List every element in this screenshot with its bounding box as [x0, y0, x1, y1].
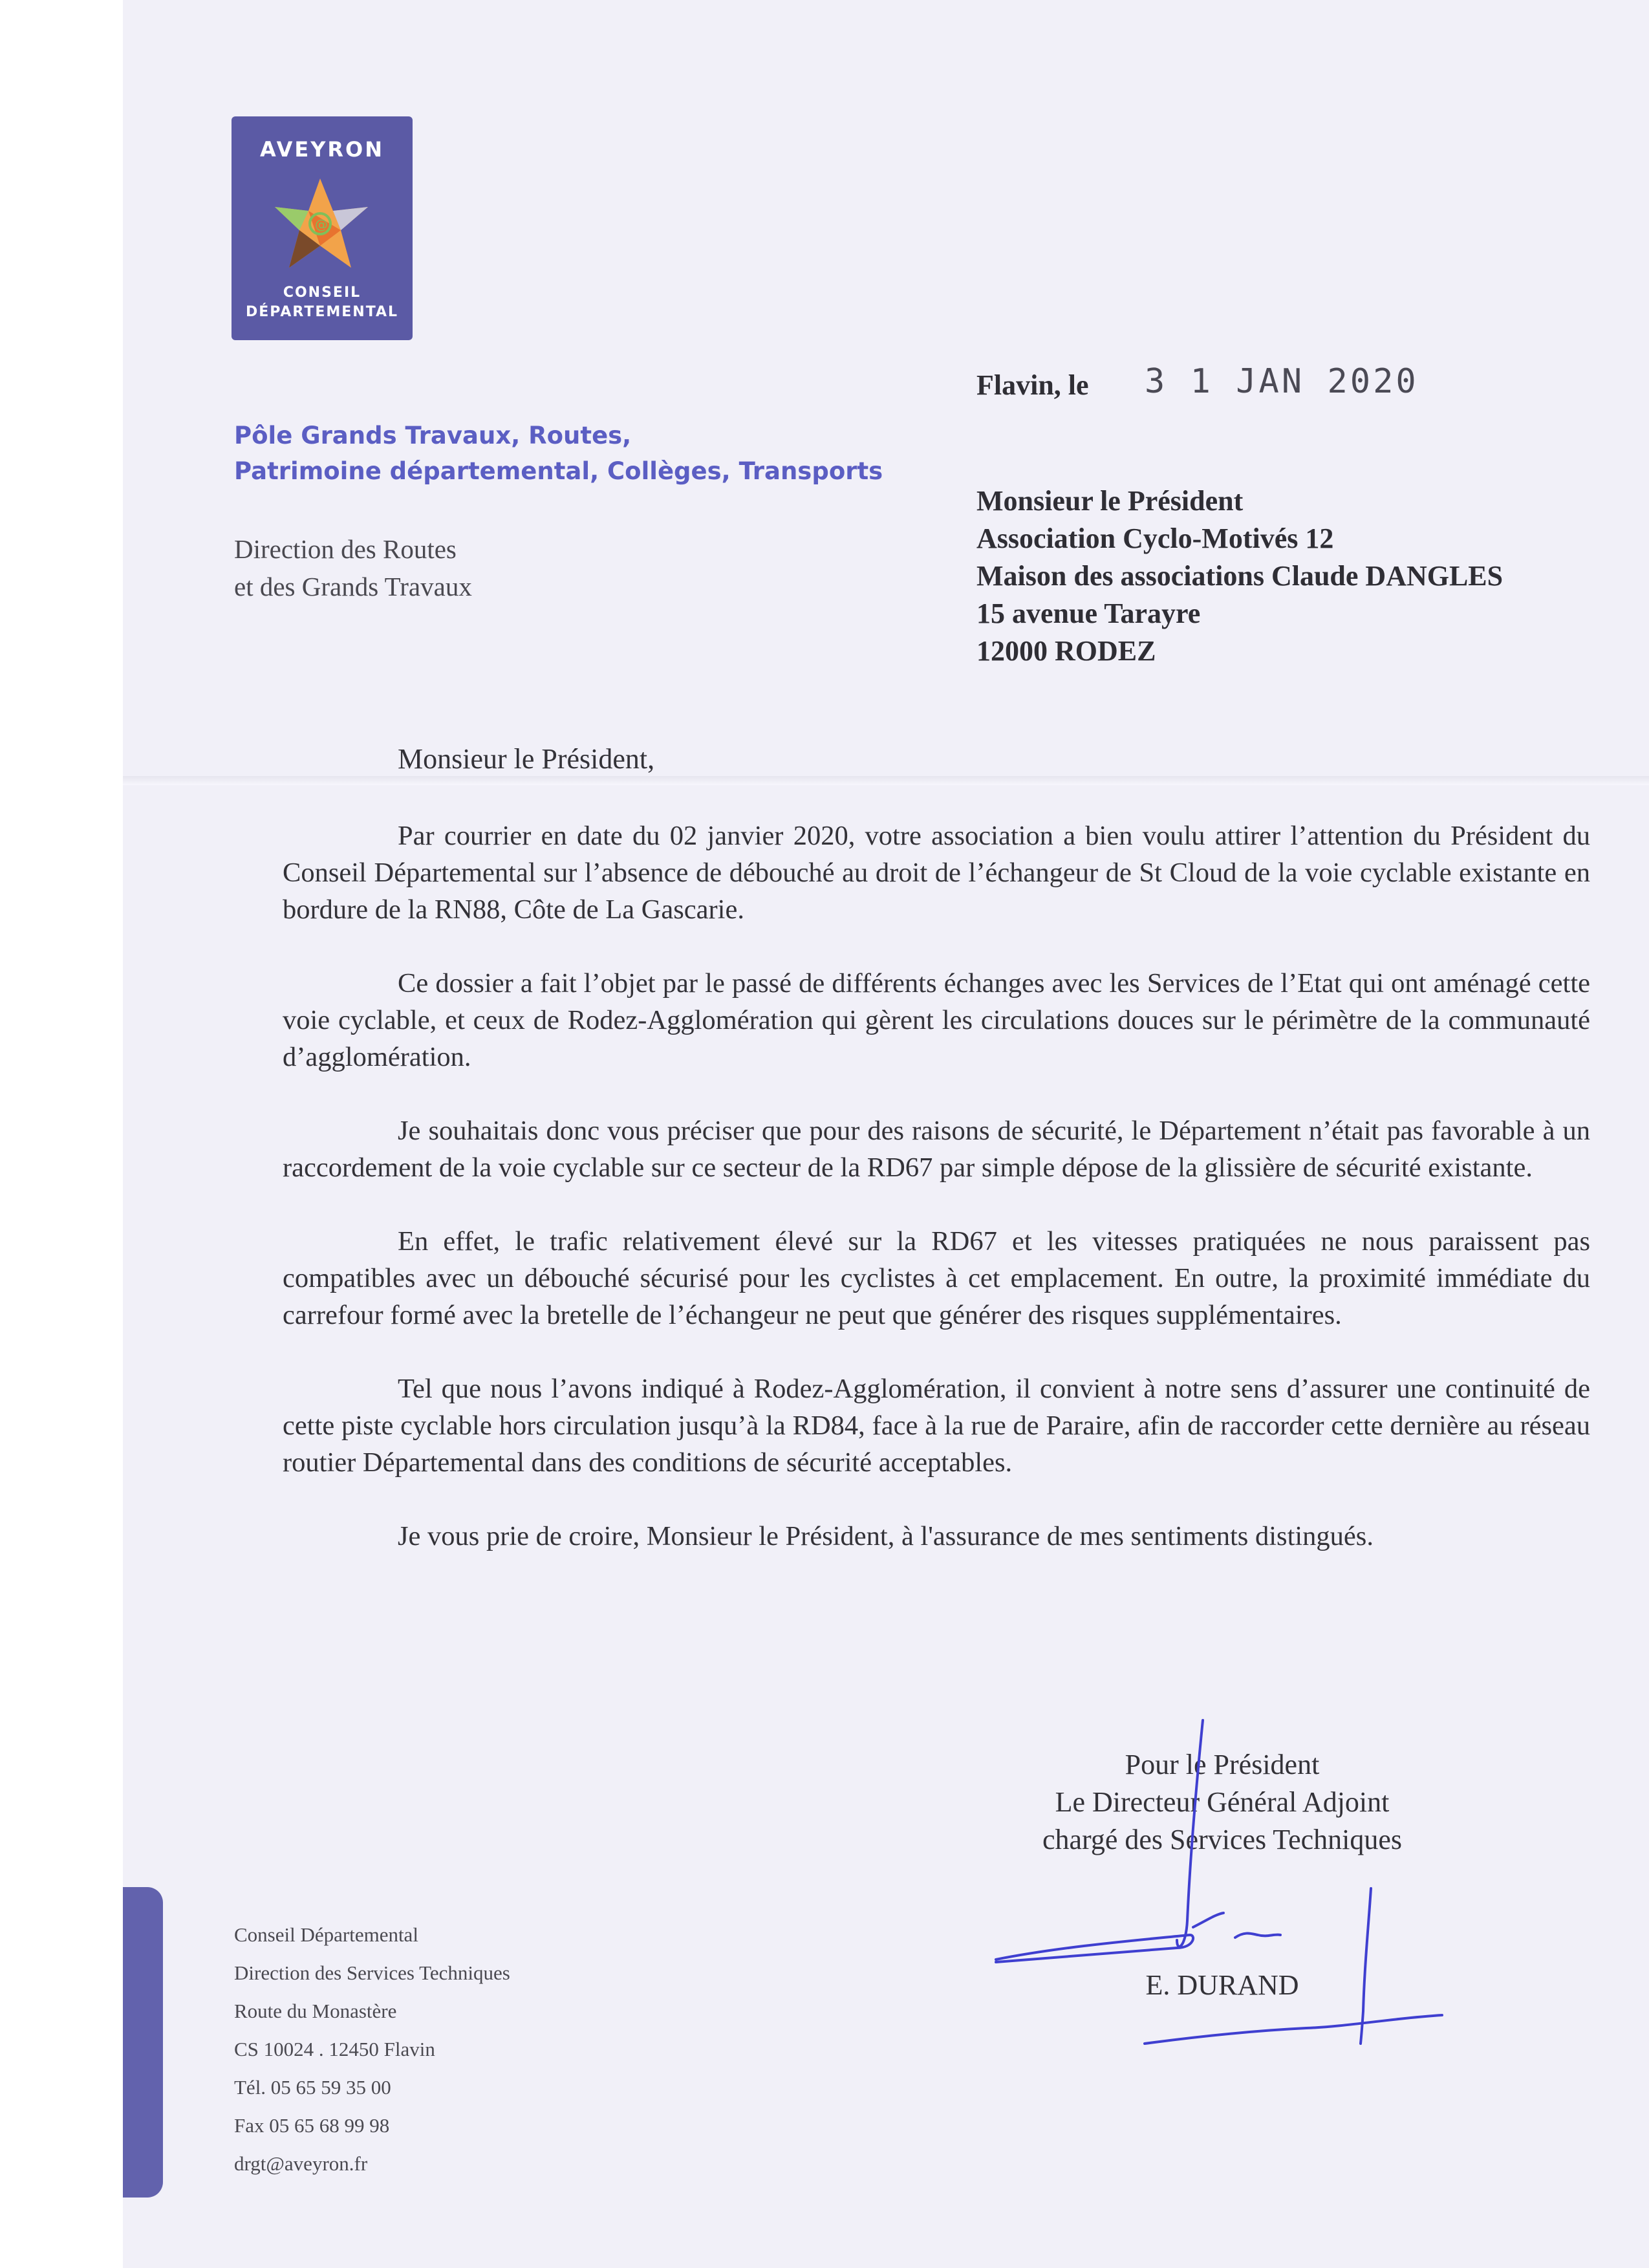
recipient-line-4: 15 avenue Tarayre [976, 598, 1201, 629]
paragraph-2: Ce dossier a fait l’objet par le passé de différents échanges avec les Services de l’Etat qui ont aménagé cette voie cyclable, et ceux de Rodez-Agglomération qui gèrent les circulations douces sur le périmètre de la communauté d’agglomération. [283, 968, 1590, 1072]
star-emblem-icon [274, 173, 371, 270]
footer-line-3: Route du Monastère [234, 2000, 397, 2022]
footer-fax: Fax 05 65 68 99 98 [234, 2114, 390, 2137]
side-color-tab [123, 1887, 163, 2198]
date-prefix: Flavin, le [976, 369, 1089, 401]
pole-line-2: Patrimoine départemental, Collèges, Transports [234, 457, 883, 485]
direction-line-1: Direction des Routes [234, 534, 457, 564]
paragraph-3: Je souhaitais donc vous préciser que pour des raisons de sécurité, le Département n’était pas favorable à un raccordement de la voie cyclable sur ce secteur de la RD67 par simple dépose de la glissière de sécurité existante. [283, 1116, 1590, 1183]
salutation: Monsieur le Président, [398, 743, 655, 775]
footer-email: drgt@aveyron.fr [234, 2152, 368, 2175]
signature-line-3: chargé des Services Techniques [1042, 1824, 1403, 1855]
scan-margin [0, 0, 123, 2268]
direction-line-2: et des Grands Travaux [234, 572, 472, 601]
pole-heading [234, 418, 883, 489]
footer-line-2: Direction des Services Techniques [234, 1961, 510, 1984]
logo-bottom-text: CONSEIL DÉPARTEMENTAL [245, 285, 399, 320]
paragraph-4: En effet, le trafic relativement élevé sur la RD67 et les vitesses pratiquées ne nous paraissent pas compatibles avec un débouché sécurisé pour les cyclistes à cet emplacement. En outre, la proximité immédiate du carrefour formé avec la bretelle de l’échangeur ne peut que générer des risques supplémentaires. [283, 1226, 1590, 1330]
pole-line-1: Pôle Grands Travaux, Routes, [234, 422, 632, 449]
footer-line-1: Conseil Départemental [234, 1923, 418, 1946]
closing-formula: Je vous prie de croire, Monsieur le Président, à l'assurance de mes sentiments distingués. [398, 1521, 1374, 1551]
paragraph-1: Par courrier en date du 02 janvier 2020, votre association a bien voulu attirer l’attention du Président du Conseil Départemental sur l’absence de débouché au droit de l’échangeur de St Cloud de la voie cyclable existante en bordure de la RN88, Côte de La Gascarie. [283, 821, 1590, 925]
direction-heading [234, 530, 472, 605]
aveyron-logo [232, 116, 413, 340]
paper-fold [123, 776, 1649, 785]
letter-body [283, 817, 1590, 1592]
recipient-line-5: 12000 RODEZ [976, 635, 1156, 667]
paragraph-5: Tel que nous l’avons indiqué à Rodez-Agglomération, il convient à notre sens d’assurer une continuité de cette piste cyclable hors circulation jusqu’à la RD84, face à la rue de Paraire, afin de raccorder cette dernière au réseau routier Départemental dans des conditions de sécurité acceptables. [283, 1374, 1590, 1478]
date-stamp: 3 1 JAN 2020 [1145, 362, 1419, 401]
handwritten-signature [983, 1707, 1474, 2069]
recipient-line-3: Maison des associations Claude DANGLES [976, 560, 1503, 592]
recipient-line-2: Association Cyclo-Motivés 12 [976, 523, 1334, 554]
recipient-line-1: Monsieur le Président [976, 485, 1244, 517]
signer-name: E. DURAND [1145, 1969, 1299, 2001]
footer-phone: Tél. 05 65 59 35 00 [234, 2076, 391, 2099]
svg-text:@: @ [315, 217, 328, 232]
recipient-address [976, 482, 1503, 670]
signature-line-1: Pour le Président [1125, 1749, 1320, 1780]
signature-line-2: Le Directeur Général Adjoint [1055, 1786, 1390, 1818]
logo-top-text: AVEYRON [259, 137, 384, 162]
footer-line-4: CS 10024 . 12450 Flavin [234, 2038, 435, 2060]
footer-address [234, 1916, 510, 2183]
